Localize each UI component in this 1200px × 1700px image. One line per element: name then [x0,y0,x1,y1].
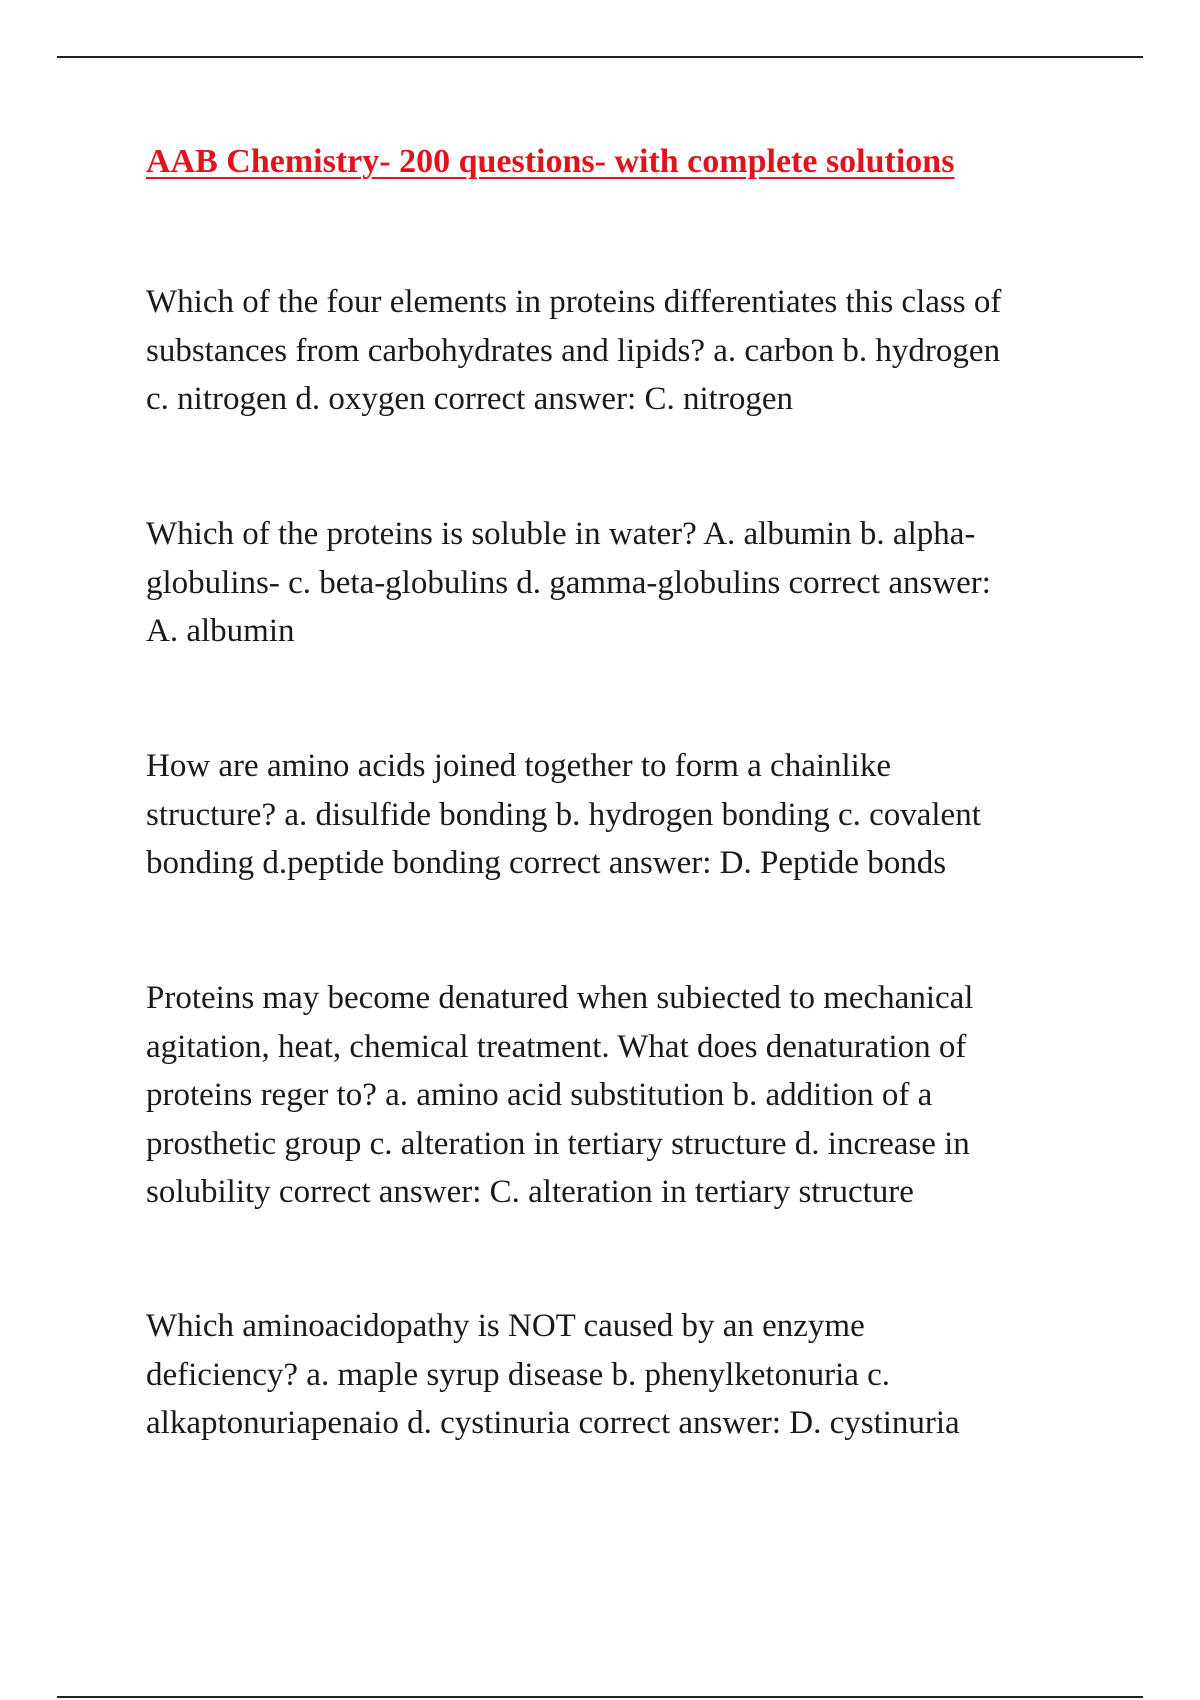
question-line: structure? a. disulfide bonding b. hydrogen bonding c. covalent [146,796,981,833]
document-title: AAB Chemistry- 200 questions- with complete solutions [146,143,955,180]
question-block-4 [146,974,1096,1217]
top-rule [57,56,1143,58]
question-line: Proteins may become denatured when subiected to mechanical [146,980,974,1016]
question-line: proteins reger to? a. amino acid substitution b. addition of a [146,1077,933,1113]
question-line: Which of the four elements in proteins differentiates this class of [146,284,1002,320]
question-line: Which aminoacidopathy is NOT caused by an enzyme [146,1308,865,1344]
question-block-1 [146,278,1096,424]
question-line: Which of the proteins is soluble in water? A. albumin b. alpha- [146,516,976,552]
question-line: alkaptonuriapenaio d. cystinuria correct answer: D. cystinuria [146,1405,960,1441]
question-line: solubility correct answer: C. alteration in tertiary structure [146,1174,914,1210]
question-block-3 [146,742,1096,888]
question-block-2 [146,510,1096,656]
question-line: A. albumin [146,613,295,649]
question-line: How are amino acids joined together to form a chainlike [146,748,891,784]
question-line: globulins- c. beta-globulins d. gamma-globulins correct answer: [146,564,991,601]
bottom-rule [57,1696,1143,1698]
question-line: agitation, heat, chemical treatment. What does denaturation of [146,1028,967,1065]
question-line: prosthetic group c. alteration in tertiary structure d. increase in [146,1125,970,1162]
question-line: deficiency? a. maple syrup disease b. phenylketonuria c. [146,1356,891,1393]
question-line: c. nitrogen d. oxygen correct answer: C. nitrogen [146,381,793,417]
question-line: bonding d.peptide bonding correct answer: D. Peptide bonds [146,845,947,881]
question-line: substances from carbohydrates and lipids? a. carbon b. hydrogen [146,332,1001,369]
question-block-5 [146,1302,1096,1448]
